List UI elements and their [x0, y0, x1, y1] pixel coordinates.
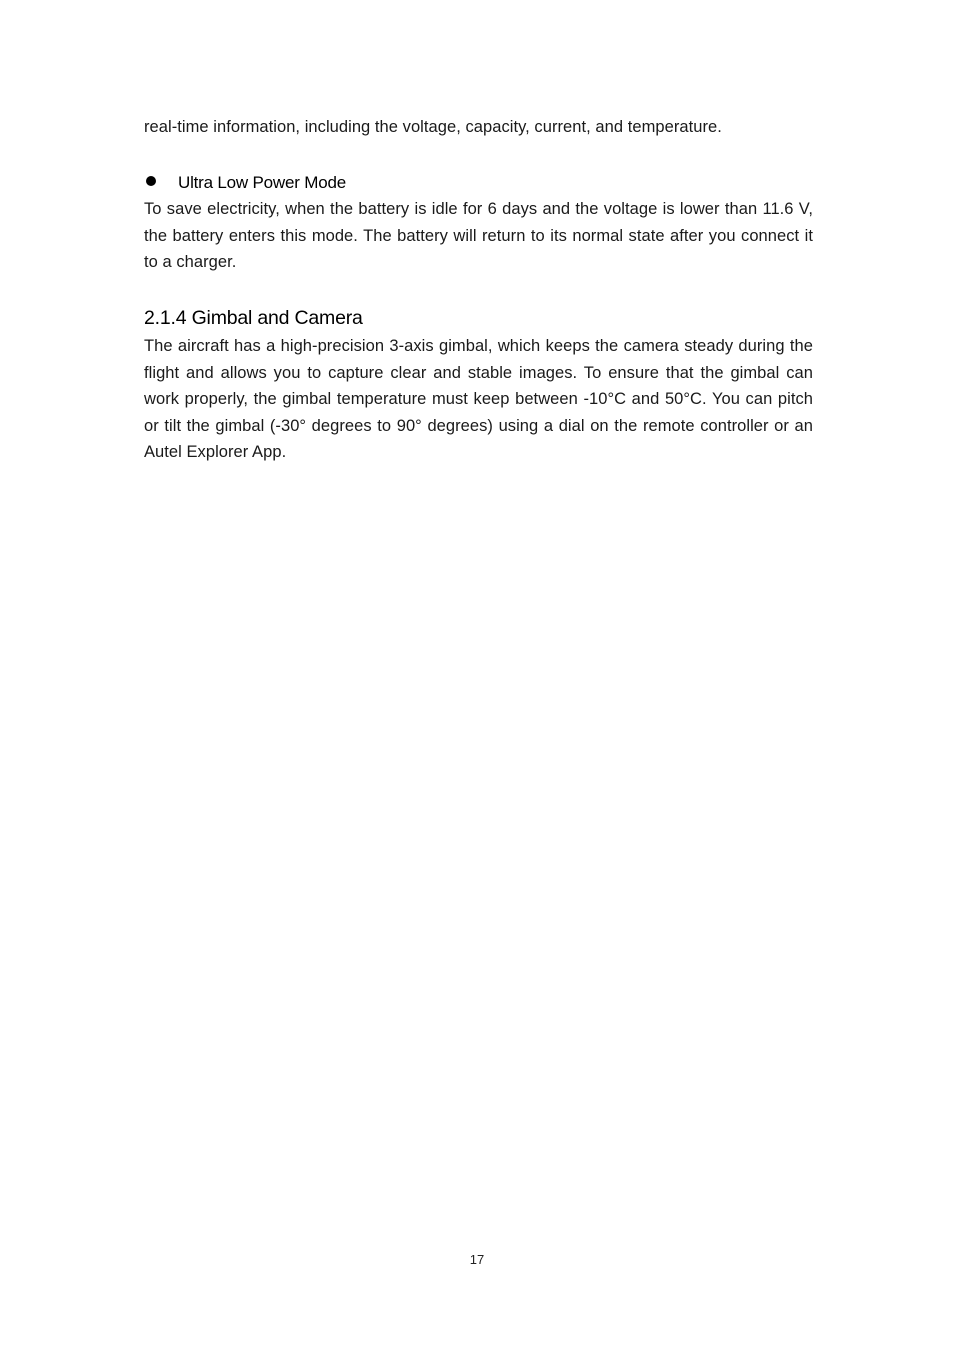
ultra-low-power-paragraph: [144, 196, 813, 276]
gimbal-paragraph: [144, 333, 813, 466]
continuation-text: real-time information, including the voltage, capacity, current, and temperature.: [144, 118, 722, 136]
section-heading: 2.1.4 Gimbal and Camera: [144, 307, 363, 329]
bullet-label: Ultra Low Power Mode: [178, 173, 346, 192]
bullet-dot-icon: [146, 176, 156, 186]
gimbal-text: The aircraft has a high-precision 3-axis gimbal, which keeps the camera steady during the flight and allows you to capture clear and stable images. To ensure that the gimbal can work properly, the gimbal temperature must keep between -10°C and 50°C. You can pitch or tilt the gimbal (-30° degrees to 90° degrees) using a dial on the remote controller or an Autel Explorer App.: [144, 337, 813, 461]
bullet-item: [144, 170, 813, 196]
page-number: 17: [469, 1252, 485, 1267]
ultra-low-power-text: To save electricity, when the battery is idle for 6 days and the voltage is lower than 11.6 V, the battery enters this mode. The battery will return to its normal state after you connect it to a charger.: [144, 200, 813, 271]
continuation-paragraph: [144, 114, 813, 141]
